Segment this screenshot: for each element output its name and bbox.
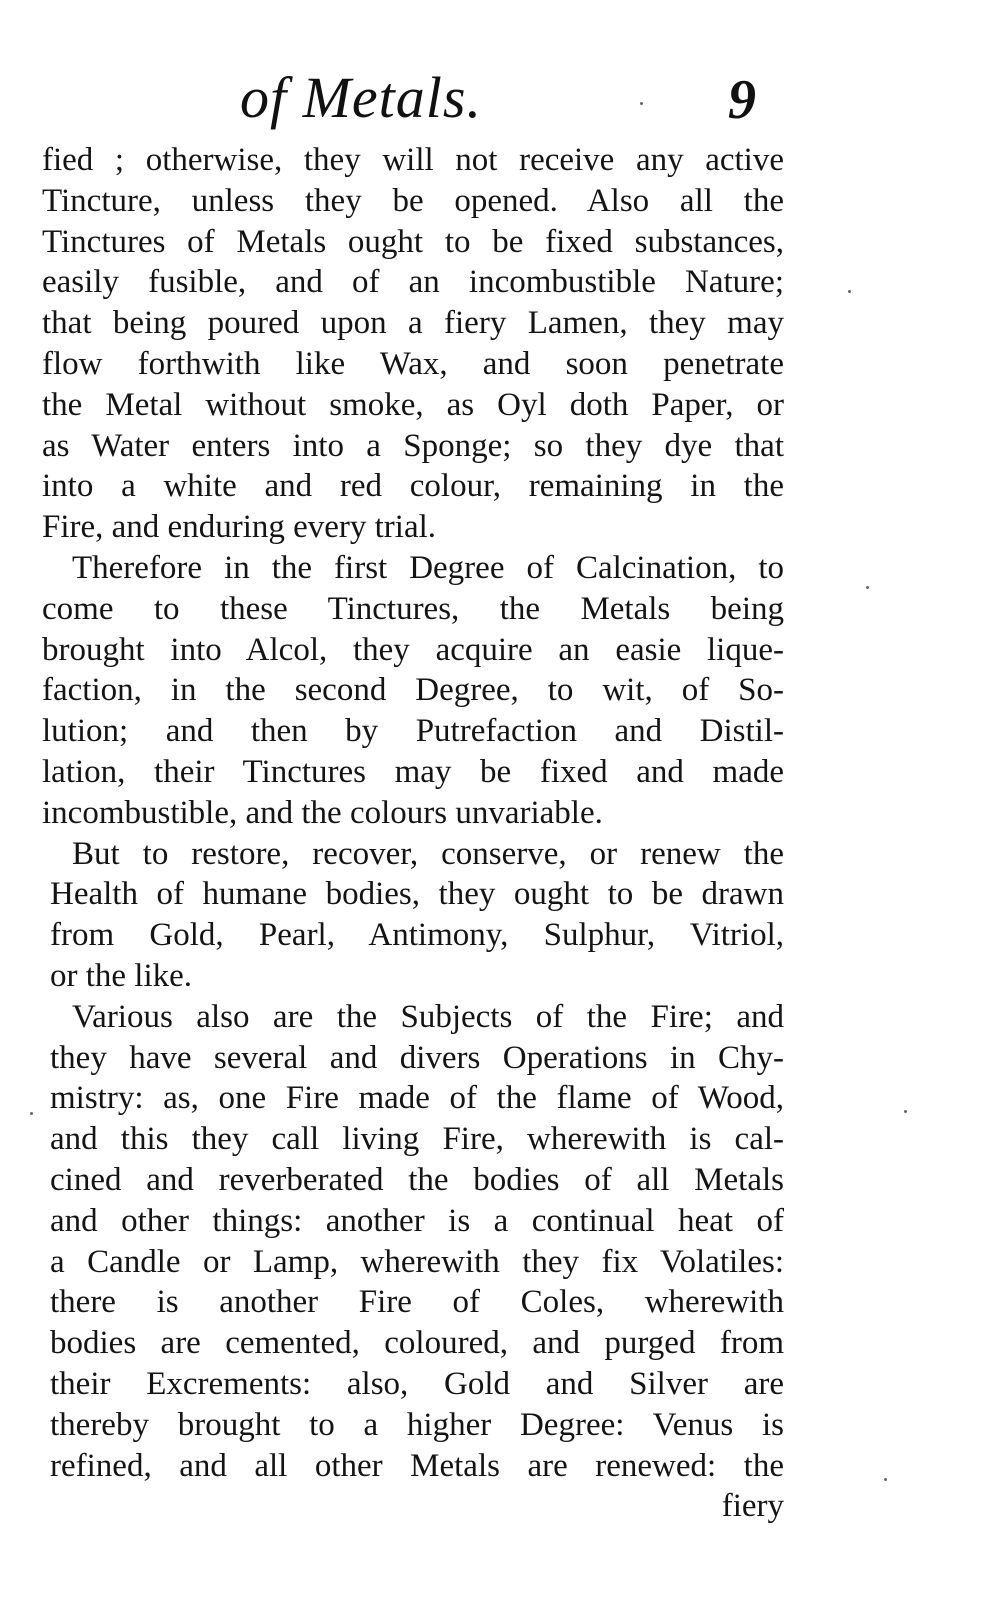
paragraph — [42, 834, 784, 997]
text-line: there is another Fire of Coles, wherewith — [50, 1284, 784, 1321]
page-header — [0, 62, 1000, 142]
text-line: flow forthwith like Wax, and soon penetrate — [42, 345, 784, 382]
text-line: Various also are the Subjects of the Fire; and — [72, 998, 784, 1035]
text-line: they have several and divers Operations in Chy- — [50, 1039, 784, 1076]
catchword: fiery — [721, 1488, 784, 1525]
body-text — [42, 140, 784, 1527]
text-line: lution; and then by Putrefaction and Distil- — [42, 713, 784, 750]
text-line: bodies are cemented, coloured, and purged from — [50, 1325, 784, 1362]
text-line: Health of humane bodies, they ought to be drawn — [50, 876, 784, 913]
text-line: as Water enters into a Sponge; so they dye that — [42, 427, 784, 464]
page-number: 9 — [728, 69, 756, 131]
scan-speck — [640, 102, 643, 105]
text-line: and other things: another is a continual heat of — [50, 1202, 784, 1239]
text-line: and this they call living Fire, wherewith is cal- — [50, 1121, 784, 1158]
text-line: a Candle or Lamp, wherewith they fix Volatiles: — [50, 1243, 784, 1280]
text-line: lation, their Tinctures may be fixed and made — [42, 753, 784, 790]
scan-speck — [884, 1478, 887, 1481]
paragraph — [42, 997, 784, 1527]
text-line: easily fusible, and of an incombustible Nature; — [42, 264, 784, 301]
text-line: brought into Alcol, they acquire an easie lique- — [42, 631, 784, 668]
text-line: But to restore, recover, conserve, or renew the — [72, 835, 784, 872]
text-line: their Excrements: also, Gold and Silver are — [50, 1365, 784, 1402]
text-line: into a white and red colour, remaining in the — [42, 468, 784, 505]
text-line: Tinctures of Metals ought to be fixed substances, — [42, 223, 784, 260]
text-line: refined, and all other Metals are renewed: the — [50, 1447, 784, 1484]
scan-speck — [904, 1110, 907, 1113]
text-line: mistry: as, one Fire made of the flame of Wood, — [50, 1080, 784, 1117]
text-line: faction, in the second Degree, to wit, of So- — [42, 672, 784, 709]
paragraph — [42, 548, 784, 834]
text-line: fied ; otherwise, they will not receive any active — [42, 142, 784, 178]
text-line: Fire, and enduring every trial. — [42, 509, 437, 546]
paragraph — [42, 140, 784, 548]
scan-speck — [866, 586, 869, 589]
scan-speck — [848, 290, 851, 293]
running-title: of Metals. — [240, 65, 482, 130]
text-line: or the like. — [50, 957, 193, 994]
text-line: the Metal without smoke, as Oyl doth Paper, or — [42, 386, 784, 423]
text-line: Therefore in the first Degree of Calcination, to — [72, 549, 784, 586]
text-line: from Gold, Pearl, Antimony, Sulphur, Vitriol, — [50, 917, 784, 954]
text-line: come to these Tinctures, the Metals being — [42, 590, 784, 627]
text-line: that being poured upon a fiery Lamen, they may — [42, 305, 784, 342]
scan-speck — [30, 1112, 33, 1115]
text-line: thereby brought to a higher Degree: Venus is — [50, 1406, 784, 1443]
text-line: Tincture, unless they be opened. Also all the — [42, 182, 784, 219]
text-line: cined and reverberated the bodies of all Metals — [50, 1161, 784, 1198]
text-line: incombustible, and the colours unvariable. — [42, 794, 603, 831]
